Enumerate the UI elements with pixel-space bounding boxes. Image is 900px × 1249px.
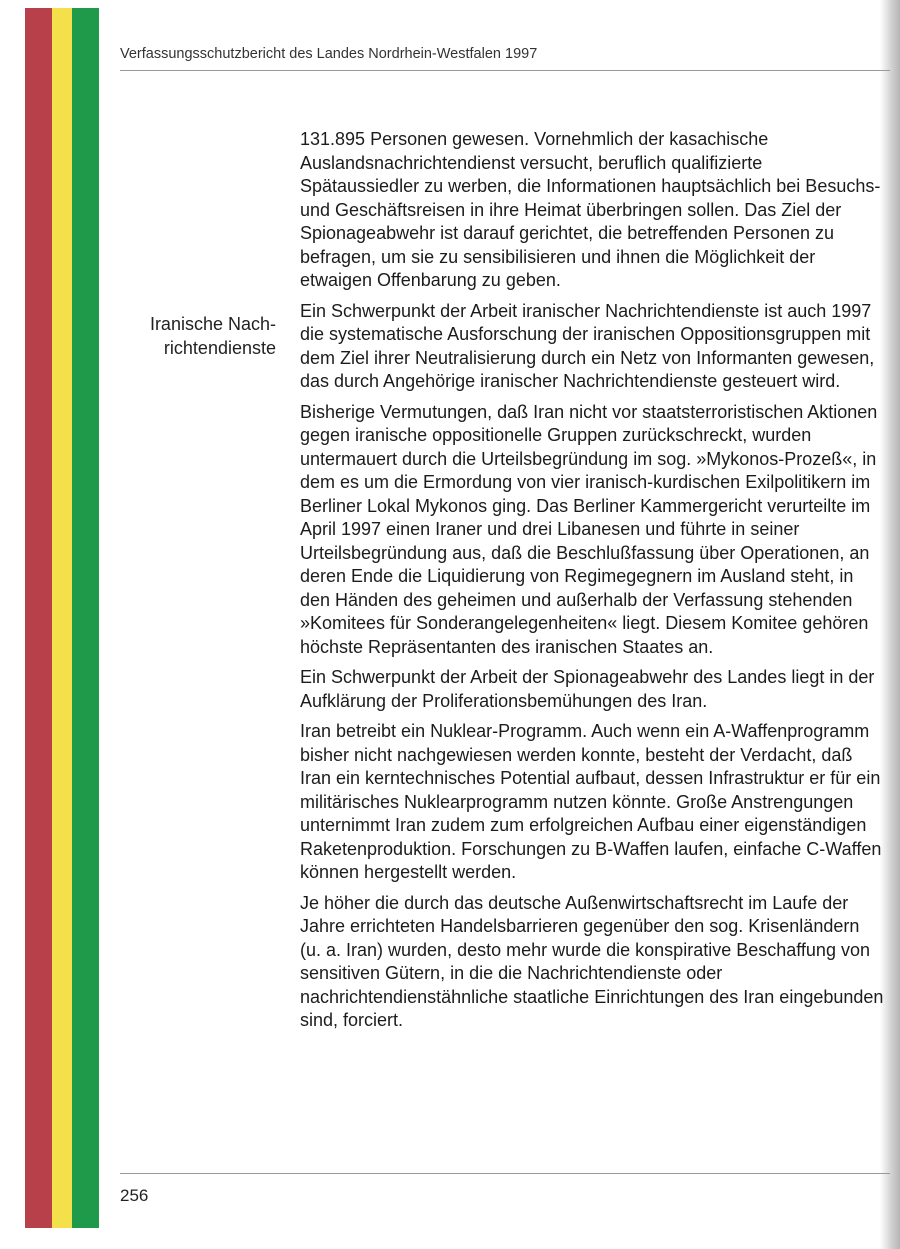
margin-note-line: richtendienste bbox=[163, 338, 276, 358]
color-stripe-red bbox=[25, 8, 52, 1228]
footer-rule bbox=[120, 1173, 890, 1174]
paragraph: Je höher die durch das deutsche Außenwirtschaftsrecht im Laufe der Jahre errichteten Handelsbarrieren gegenüber den sog. Krisenländern (u. a. Iran) wurden, desto mehr wurde die konspirative Beschaffung von sensitiven Gütern, in die die Nachrichtendienste oder nachrichtendienstähnliche staatliche Einrichtungen des Iran eingebunden sind, forciert. bbox=[300, 892, 884, 1030]
paragraph: Ein Schwerpunkt der Arbeit iranischer Nachrichtendienste ist auch 1997 die systematische Ausforschung der iranischen Oppositionsgruppen mit dem Ziel ihrer Neutralisierung durch ein Netz von Informanten gewesen, das durch Angehörige iranischer Nachrichtendienste gesteuert wird. bbox=[300, 300, 875, 391]
margin-note bbox=[110, 312, 276, 360]
running-header: Verfassungsschutzbericht des Landes Nordrhein-Westfalen 1997 bbox=[120, 46, 538, 62]
body-text bbox=[300, 128, 884, 1040]
color-stripe-yellow bbox=[52, 8, 72, 1228]
paragraph: Ein Schwerpunkt der Arbeit der Spionageabwehr des Landes liegt in der Aufklärung der Proliferationsbemühungen des Iran. bbox=[300, 667, 875, 711]
margin-note-line: Iranische Nach- bbox=[149, 314, 276, 334]
paragraph: Iran betreibt ein Nuklear-Programm. Auch wenn ein A-Waffenprogramm bisher nicht nachgewiesen werden konnte, besteht der Verdacht, daß Iran ein kerntechnisches Potential aufbaut, dessen Infrastruktur er für ein militärisches Nuklearprogramm nutzen könnte. Große Anstrengungen unternimmt Iran zudem zum erfolgreichen Aufbau einer eigenständigen Raketenproduktion. Forschungen zu B-Waffen laufen, einfache C-Waffen können hergestellt werden. bbox=[300, 721, 882, 882]
color-stripe-green bbox=[72, 8, 99, 1228]
header-rule bbox=[120, 70, 890, 71]
page-number: 256 bbox=[120, 1186, 149, 1205]
paragraph: 131.895 Personen gewesen. Vornehmlich der kasachische Auslandsnachrichtendienst versucht, beruflich qualifizierte Spätaussiedler zu werben, die Informationen hauptsächlich bei Besuchs- und Geschäftsreisen in ihre Heimat überbringen sollen. Das Ziel der Spionageabwehr ist darauf gerichtet, die betreffenden Personen zu befragen, um sie zu sensibilisieren und ihnen die Möglichkeit der etwaigen Offenbarung zu geben. bbox=[300, 129, 881, 290]
paragraph: Bisherige Vermutungen, daß Iran nicht vor staatsterroristischen Aktionen gegen iranische oppositionelle Gruppen zurückschreckt, wurden untermauert durch die Urteilsbegründung im sog. »Mykonos-Prozeß«, in dem es um die Ermordung von vier iranisch-kurdischen Exilpolitikern im Berliner Lokal Mykonos ging. Das Berliner Kammergericht verurteilte im April 1997 einen Iraner und drei Libanesen und führte in seiner Urteilsbegründung aus, daß die Beschlußfassung über Operationen, an deren Ende die Liquidierung von Regimegegnern im Ausland steht, in den Händen des geheimen und außerhalb der Verfassung stehenden »Komitees für Sonderangelegenheiten« liegt. Diesem Komitee gehören höchste Repräsentanten des iranischen Staates an. bbox=[300, 401, 878, 657]
